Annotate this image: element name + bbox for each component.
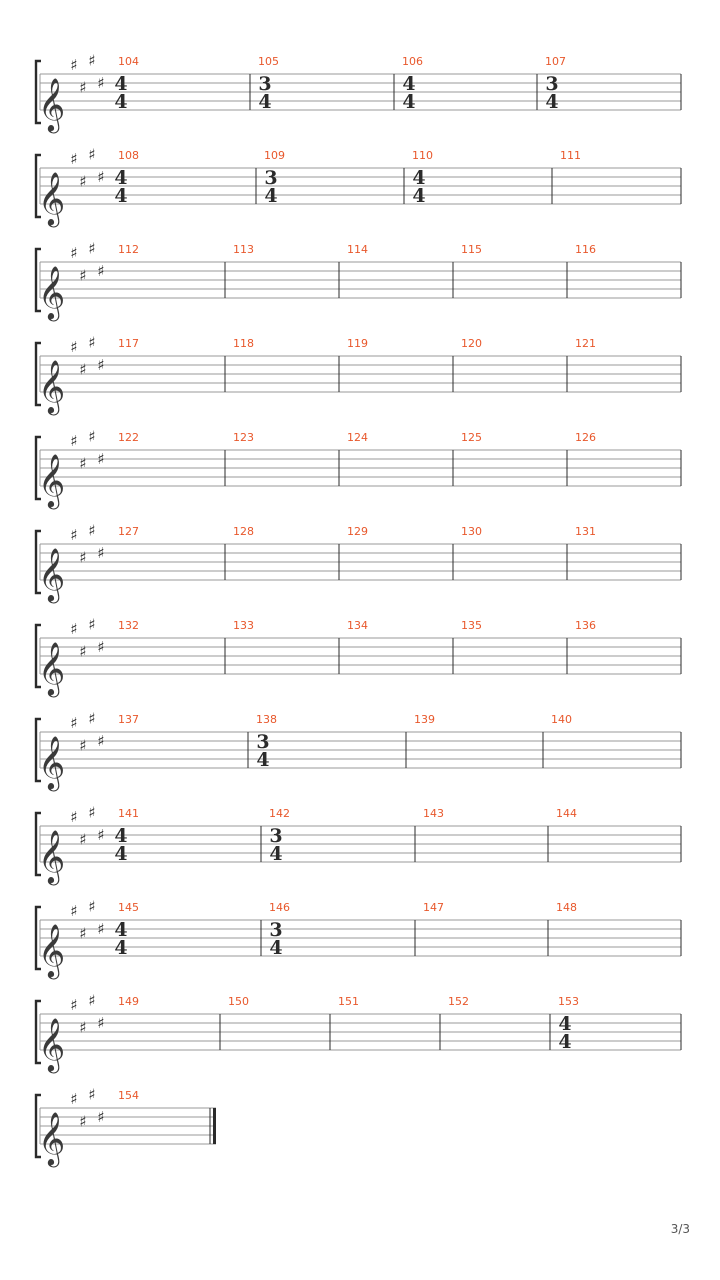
treble-clef-icon: 𝄞 xyxy=(38,547,66,601)
key-signature-sharp-icon: ♯ xyxy=(79,736,87,755)
measure-number: 132 xyxy=(118,619,139,632)
measure-number: 142 xyxy=(269,807,290,820)
measure-number: 152 xyxy=(448,995,469,1008)
measure-number: 123 xyxy=(233,431,254,444)
measure-number: 119 xyxy=(347,337,368,350)
measure xyxy=(114,55,139,113)
key-signature-sharp-icon: ♯ xyxy=(88,991,96,1010)
time-signature-denominator: 4 xyxy=(114,185,128,207)
measure xyxy=(118,431,139,444)
measure xyxy=(261,901,290,959)
key-signature-sharp-icon: ♯ xyxy=(88,521,96,540)
measure-number: 143 xyxy=(423,807,444,820)
measure xyxy=(256,149,285,207)
measure-number: 138 xyxy=(256,713,277,726)
measure-number: 147 xyxy=(423,901,444,914)
treble-clef-icon: 𝄞 xyxy=(38,735,66,789)
measure xyxy=(550,995,579,1053)
measure-number: 145 xyxy=(118,901,139,914)
time-signature-denominator: 4 xyxy=(258,91,272,113)
page-number: 3/3 xyxy=(670,1222,690,1236)
staff-system xyxy=(36,240,681,322)
measure xyxy=(248,713,277,771)
measure-number: 120 xyxy=(461,337,482,350)
measure-number: 131 xyxy=(575,525,596,538)
measure-number: 139 xyxy=(414,713,435,726)
key-signature-sharp-icon: ♯ xyxy=(97,450,105,468)
key-signature-sharp-icon: ♯ xyxy=(70,338,78,356)
key-signature-sharp-icon: ♯ xyxy=(70,244,78,262)
key-signature-sharp-icon: ♯ xyxy=(97,1108,105,1126)
key-signature-sharp-icon: ♯ xyxy=(79,924,87,943)
measure-number: 154 xyxy=(118,1089,139,1102)
time-signature-denominator: 4 xyxy=(545,91,559,113)
time-signature-denominator: 4 xyxy=(256,749,270,771)
measure-number: 148 xyxy=(556,901,577,914)
measure-number: 125 xyxy=(461,431,482,444)
measure-number: 105 xyxy=(258,55,279,68)
measure-number: 109 xyxy=(264,149,285,162)
treble-clef-icon: 𝄞 xyxy=(38,923,66,977)
measure-number: 107 xyxy=(545,55,566,68)
treble-clef-icon: 𝄞 xyxy=(38,171,66,225)
key-signature-sharp-icon: ♯ xyxy=(70,1090,78,1108)
treble-clef-icon: 𝄞 xyxy=(38,829,66,883)
measure-number: 128 xyxy=(233,525,254,538)
key-signature-sharp-icon: ♯ xyxy=(88,897,96,916)
staff-system xyxy=(36,334,681,416)
time-signature-numerator: 4 xyxy=(114,167,128,189)
key-signature-sharp-icon: ♯ xyxy=(97,826,105,844)
treble-clef-icon: 𝄞 xyxy=(38,77,66,131)
key-signature-sharp-icon: ♯ xyxy=(97,1014,105,1032)
measure xyxy=(394,55,423,113)
staff-system xyxy=(36,146,681,228)
time-signature-numerator: 3 xyxy=(258,73,272,95)
time-signature-numerator: 3 xyxy=(545,73,559,95)
key-signature-sharp-icon: ♯ xyxy=(97,732,105,750)
treble-clef-icon: 𝄞 xyxy=(38,1017,66,1071)
time-signature-numerator: 4 xyxy=(114,825,128,847)
measure xyxy=(404,149,433,207)
key-signature-sharp-icon: ♯ xyxy=(79,1112,87,1131)
measure-number: 137 xyxy=(118,713,139,726)
key-signature-sharp-icon: ♯ xyxy=(88,51,96,70)
treble-clef-icon: 𝄞 xyxy=(38,453,66,507)
key-signature-sharp-icon: ♯ xyxy=(79,1018,87,1037)
key-signature-sharp-icon: ♯ xyxy=(79,78,87,97)
time-signature-denominator: 4 xyxy=(269,843,283,865)
measure-number: 133 xyxy=(233,619,254,632)
measure-number: 110 xyxy=(412,149,433,162)
key-signature-sharp-icon: ♯ xyxy=(88,145,96,164)
measure-number: 118 xyxy=(233,337,254,350)
measure-number: 117 xyxy=(118,337,139,350)
time-signature-numerator: 3 xyxy=(269,919,283,941)
staff-system xyxy=(36,52,681,134)
measure-number: 127 xyxy=(118,525,139,538)
measure-number: 150 xyxy=(228,995,249,1008)
key-signature-sharp-icon: ♯ xyxy=(88,239,96,258)
measure-number: 106 xyxy=(402,55,423,68)
time-signature-numerator: 4 xyxy=(412,167,426,189)
time-signature-denominator: 4 xyxy=(269,937,283,959)
measure xyxy=(261,807,290,865)
key-signature-sharp-icon: ♯ xyxy=(79,454,87,473)
key-signature-sharp-icon: ♯ xyxy=(70,526,78,544)
treble-clef-icon: 𝄞 xyxy=(38,265,66,319)
staff-system xyxy=(36,1086,216,1168)
measure xyxy=(118,337,139,350)
measure-number: 144 xyxy=(556,807,577,820)
measure-number: 113 xyxy=(233,243,254,256)
key-signature-sharp-icon: ♯ xyxy=(97,356,105,374)
measure xyxy=(250,55,279,113)
key-signature-sharp-icon: ♯ xyxy=(88,333,96,352)
measure-number: 134 xyxy=(347,619,368,632)
measure-number: 153 xyxy=(558,995,579,1008)
measure-number: 116 xyxy=(575,243,596,256)
treble-clef-icon: 𝄞 xyxy=(38,641,66,695)
staff-system xyxy=(36,710,681,792)
measure xyxy=(118,995,139,1008)
key-signature-sharp-icon: ♯ xyxy=(79,830,87,849)
measure-number: 136 xyxy=(575,619,596,632)
key-signature-sharp-icon: ♯ xyxy=(97,262,105,280)
time-signature-numerator: 3 xyxy=(264,167,278,189)
measure-number: 126 xyxy=(575,431,596,444)
key-signature-sharp-icon: ♯ xyxy=(79,360,87,379)
time-signature-numerator: 4 xyxy=(558,1013,572,1035)
time-signature-denominator: 4 xyxy=(114,937,128,959)
key-signature-sharp-icon: ♯ xyxy=(88,709,96,728)
measure-number: 124 xyxy=(347,431,368,444)
staff-system xyxy=(36,804,681,886)
time-signature-numerator: 3 xyxy=(256,731,270,753)
measure-number: 111 xyxy=(560,149,581,162)
measure-number: 129 xyxy=(347,525,368,538)
time-signature-denominator: 4 xyxy=(558,1031,572,1053)
measure-number: 146 xyxy=(269,901,290,914)
key-signature-sharp-icon: ♯ xyxy=(70,620,78,638)
key-signature-sharp-icon: ♯ xyxy=(79,172,87,191)
measure-number: 135 xyxy=(461,619,482,632)
measure-number: 104 xyxy=(118,55,139,68)
key-signature-sharp-icon: ♯ xyxy=(70,56,78,74)
measure xyxy=(118,713,139,726)
treble-clef-icon: 𝄞 xyxy=(38,1111,66,1165)
staff-system xyxy=(36,428,681,510)
treble-clef-icon: 𝄞 xyxy=(38,359,66,413)
key-signature-sharp-icon: ♯ xyxy=(97,638,105,656)
measure-number: 149 xyxy=(118,995,139,1008)
measure-number: 122 xyxy=(118,431,139,444)
key-signature-sharp-icon: ♯ xyxy=(70,432,78,450)
measure-number: 108 xyxy=(118,149,139,162)
key-signature-sharp-icon: ♯ xyxy=(97,74,105,92)
key-signature-sharp-icon: ♯ xyxy=(79,548,87,567)
key-signature-sharp-icon: ♯ xyxy=(88,427,96,446)
measure xyxy=(114,901,139,959)
measure xyxy=(118,619,139,632)
staff-system xyxy=(36,522,681,604)
measure-number: 130 xyxy=(461,525,482,538)
time-signature-numerator: 4 xyxy=(402,73,416,95)
measure-number: 115 xyxy=(461,243,482,256)
time-signature-numerator: 3 xyxy=(269,825,283,847)
key-signature-sharp-icon: ♯ xyxy=(70,150,78,168)
measure-number: 151 xyxy=(338,995,359,1008)
measure-number: 114 xyxy=(347,243,368,256)
key-signature-sharp-icon: ♯ xyxy=(88,615,96,634)
measure-number: 112 xyxy=(118,243,139,256)
time-signature-numerator: 4 xyxy=(114,73,128,95)
time-signature-denominator: 4 xyxy=(114,91,128,113)
measure-number: 121 xyxy=(575,337,596,350)
time-signature-denominator: 4 xyxy=(412,185,426,207)
key-signature-sharp-icon: ♯ xyxy=(70,714,78,732)
staff-system xyxy=(36,898,681,980)
measure xyxy=(114,807,139,865)
key-signature-sharp-icon: ♯ xyxy=(97,920,105,938)
key-signature-sharp-icon: ♯ xyxy=(88,803,96,822)
key-signature-sharp-icon: ♯ xyxy=(70,902,78,920)
measure-number: 141 xyxy=(118,807,139,820)
measure xyxy=(118,525,139,538)
measure xyxy=(114,149,139,207)
time-signature-denominator: 4 xyxy=(402,91,416,113)
time-signature-numerator: 4 xyxy=(114,919,128,941)
key-signature-sharp-icon: ♯ xyxy=(70,808,78,826)
key-signature-sharp-icon: ♯ xyxy=(97,168,105,186)
staff-system xyxy=(36,992,681,1074)
key-signature-sharp-icon: ♯ xyxy=(70,996,78,1014)
measure xyxy=(537,55,566,113)
key-signature-sharp-icon: ♯ xyxy=(79,642,87,661)
key-signature-sharp-icon: ♯ xyxy=(97,544,105,562)
key-signature-sharp-icon: ♯ xyxy=(79,266,87,285)
staff-system xyxy=(36,616,681,698)
key-signature-sharp-icon: ♯ xyxy=(88,1085,96,1104)
measure xyxy=(118,243,139,256)
time-signature-denominator: 4 xyxy=(114,843,128,865)
measure-number: 140 xyxy=(551,713,572,726)
time-signature-denominator: 4 xyxy=(264,185,278,207)
